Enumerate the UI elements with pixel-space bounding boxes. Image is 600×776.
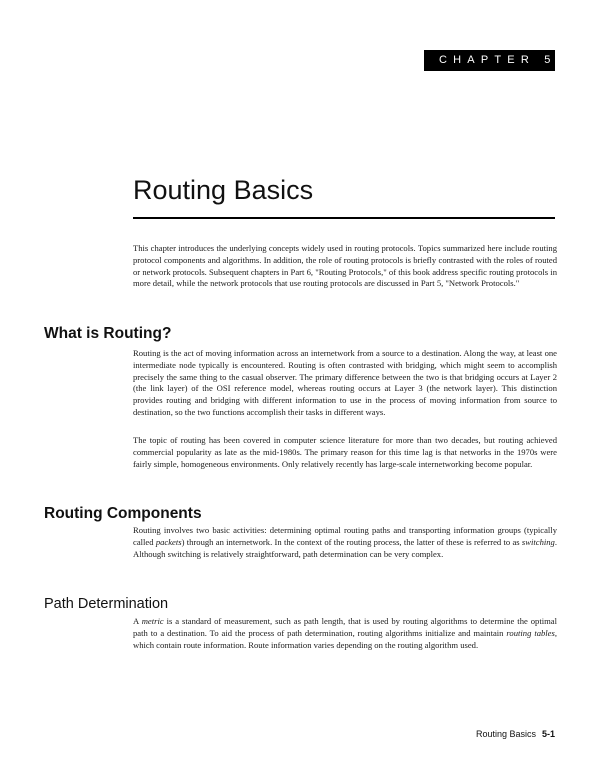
chapter-label: CHAPTER 5: [439, 54, 557, 66]
term-routing-tables: routing tables: [506, 627, 555, 638]
text-run: A: [133, 616, 142, 626]
text-run: , which contain route information. Route information varies depending on the routing algorithm used.: [133, 627, 557, 650]
text-run: is a standard of measurement, such as path length, that is used by routing algorithms to determine the optimal path to a destination. To aid the process of path determination, routing algorithms initialize and maintain: [133, 616, 558, 638]
term-metric: metric: [141, 616, 164, 626]
what-is-routing-paragraph-2: The topic of routing has been covered in computer science literature for more than two decades, but routing achieved commercial popularity as late as the mid-1980s. The primary reason for this time lag is that networks in the 1970s were fairly simple, homogeneous environments. Only relatively recently has large-scale internetworking become popular.: [133, 435, 557, 469]
what-is-routing-paragraph-1: Routing is the act of moving information across an internetwork from a source to a destination. Along the way, at least one intermediate node typically is encountered. Routing is often contrasted with bridging, which might seem to accomplish precisely the same thing to the casual observer. The primary difference between the two is that bridging occurs at Layer 2 (the link layer) of the OSI reference model, whereas routing occurs at Layer 3 (the network layer). This distinction provides routing and bridging with different information to use in the process of moving information from source to destination, so the two functions accomplish their tasks in different ways.: [133, 348, 557, 417]
text-run: Routing involves two basic activities: determining optimal routing paths and transporting information groups (typically called: [133, 525, 557, 547]
heading-routing-components: Routing Components: [44, 505, 202, 522]
term-packets: packets: [155, 536, 182, 547]
footer-running-title: Routing Basics: [475, 729, 536, 739]
chapter-title: Routing Basics: [133, 175, 314, 205]
heading-path-determination: Path Determination: [44, 596, 169, 612]
title-rule: [133, 217, 555, 219]
term-switching: switching: [521, 536, 555, 547]
intro-paragraph: This chapter introduces the underlying concepts widely used in routing protocols. Topics summarized here include routing protocol components and algorithms. In addition, the role of routing protocols is briefly contrasted with the roles of routed or network protocols. Subsequent chapters in Part 6, "Routing Protocols," of this book address specific routing protocols in more detail, while the network protocols that use routing protocols are discussed in Part 5, "Network Protocols.": [133, 243, 557, 289]
path-determination-paragraph: [133, 616, 557, 651]
page-footer: [476, 728, 555, 740]
text-run: ) through an internetwork. In the context of the routing process, the latter of these is referred to as: [181, 536, 522, 547]
text-run: . Although switching is relatively straightforward, path determination can be very complex.: [133, 536, 558, 559]
footer-page-number: 5-1: [541, 729, 555, 739]
routing-components-paragraph: [133, 525, 557, 560]
heading-what-is-routing: What is Routing?: [44, 325, 172, 342]
chapter-banner: [424, 50, 555, 71]
